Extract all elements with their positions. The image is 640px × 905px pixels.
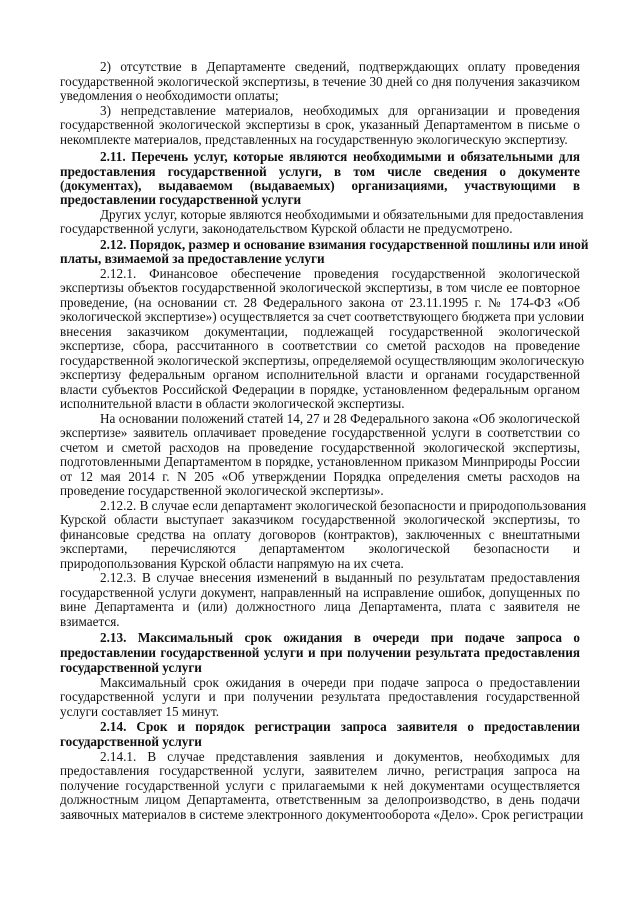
text-line: уведомления о необходимости оплаты;	[60, 88, 279, 103]
text-line: предоставления государственной услуги, в том числе сведения о документе	[60, 164, 580, 179]
text-line: счетом и сметой расходов на проведение государственной экологической экспертизы,	[60, 440, 580, 455]
text-line: взимается.	[60, 614, 120, 629]
text-line: экспертизе» заявитель оплачивает проведение государственной услуги в соответствии со	[60, 425, 580, 440]
text-line: На основании положений статей 14, 27 и 28 Федерального закона «Об экологической	[100, 411, 580, 426]
text-line: 2.12.3. В случае внесения изменений в выданный по результатам предоставления	[100, 570, 580, 585]
text-line: государственной экологической экспертизы в срок, указанный Департаментом в письме о	[60, 117, 580, 132]
text-line: государственной услуги	[60, 734, 202, 749]
text-line: получение государственной услуги с прилагаемыми к ней документами осуществляется	[60, 778, 580, 793]
text-line: 2.14. Срок и порядок регистрации запроса заявителя о предоставлении	[100, 719, 580, 734]
text-line: заявочных материалов в системе электронного документооборота «Дело». Срок регистрации	[60, 807, 584, 822]
text-line: должностным лицом Департамента, ответственным за делопроизводство, в день подачи	[60, 792, 580, 807]
text-line: государственной услуги, законодательством Курской области не предусмотрено.	[60, 221, 513, 236]
text-line: 2.13. Максимальный срок ожидания в очереди при подаче запроса о	[100, 630, 580, 645]
text-line: государственной экологической экспертизы, в течение 30 дней со дня получения заказчиком	[60, 74, 580, 89]
text-line: 3) непредставление материалов, необходимых для организации и проведения	[100, 103, 580, 118]
text-line: 2) отсутствие в Департаменте сведений, подтверждающих оплату проведения	[100, 59, 580, 74]
text-line: экспертизе, сбора, рассчитанного в соответствии со сметой расходов на проведение	[60, 338, 580, 353]
text-line: подготовленными Департаментом в порядке, установленном приказом Минприроды России	[60, 454, 580, 469]
text-line: Других услуг, которые являются необходимыми и обязательными для предоставления	[100, 207, 584, 222]
text-line: 2.12. Порядок, размер и основание взимания государственной пошлины или иной	[100, 237, 589, 252]
text-line: предоставлении государственной услуги и при получении результата предоставления	[60, 645, 580, 660]
text-line: 2.14.1. В случае представления заявления и документов, необходимых для	[100, 749, 580, 764]
text-line: 2.12.1. Финансовое обеспечение проведения государственной экологической	[100, 266, 580, 281]
text-line: 2.12.2. В случае если департамент экологической безопасности и природопользования	[100, 498, 587, 513]
text-line: природопользования Курской области напрямую на их счета.	[60, 556, 404, 571]
text-line: экспертами, перечисляются департаментом экологической безопасности и	[60, 541, 580, 556]
text-line: экспертизы объектов государственной экологической экспертизы, в том числе ее повторное	[60, 280, 580, 295]
text-line: государственной экологической экспертизы, определяемой осуществляющим экологическую	[60, 353, 585, 368]
text-line: предоставления государственной услуги, заявителем лично, регистрация запроса на	[60, 763, 580, 778]
text-line: платы, взимаемой за предоставление услуги	[60, 251, 325, 266]
text-line: от 12 мая 2014 г. N 205 «Об утверждении Порядка определения сметы расходов на	[60, 469, 580, 484]
text-line: государственной услуги документ, направленный на исправление ошибок, допущенных по	[60, 585, 580, 600]
text-line: услуги составляет 15 минут.	[60, 704, 220, 719]
text-line: 2.11. Перечень услуг, которые являются необходимыми и обязательными для	[100, 149, 580, 164]
text-line: власти субъектов Российской Федерации в порядке, установленном федеральным органом	[60, 382, 580, 397]
text-line: проведение государственной экологической экспертизы».	[60, 483, 384, 498]
text-line: (документах), выдаваемом (выдаваемых) организациями, участвующими в	[60, 178, 580, 193]
text-line: Максимальный срок ожидания в очереди при подаче запроса о предоставлении	[100, 675, 580, 690]
text-line: внесения заказчиком документации, подлежащей государственной экологической	[60, 324, 580, 339]
text-line: Курской области выступает заказчиком государственной экологической экспертизы, то	[60, 512, 580, 527]
text-line: предоставлении государственной услуги	[60, 192, 302, 207]
text-line: некомплекте материалов, представленных на государственную экологическую экспертизу.	[60, 132, 568, 147]
text-line: проведение, (на основании ст. 28 Федерального закона от 23.11.1995 г. № 174-ФЗ «Об	[60, 295, 580, 310]
text-line: исполнительной власти в области экологической экспертизы.	[60, 396, 405, 411]
text-line: государственной услуги	[60, 660, 202, 675]
text-line: финансовые средства на оплату договоров (контрактов), заключенных с внештатными	[60, 527, 580, 542]
text-line: экологической экспертизе») осуществляется за счет соответствующего бюджета при условии	[60, 309, 585, 324]
text-line: государственной услуги и при получении результата предоставления государственной	[60, 689, 580, 704]
text-line: вине Департамента и (или) должностного лица Департамента, плата с заявителя не	[60, 599, 580, 614]
text-line: экспертизу федеральным органом исполнительной власти и органами государственной	[60, 367, 580, 382]
